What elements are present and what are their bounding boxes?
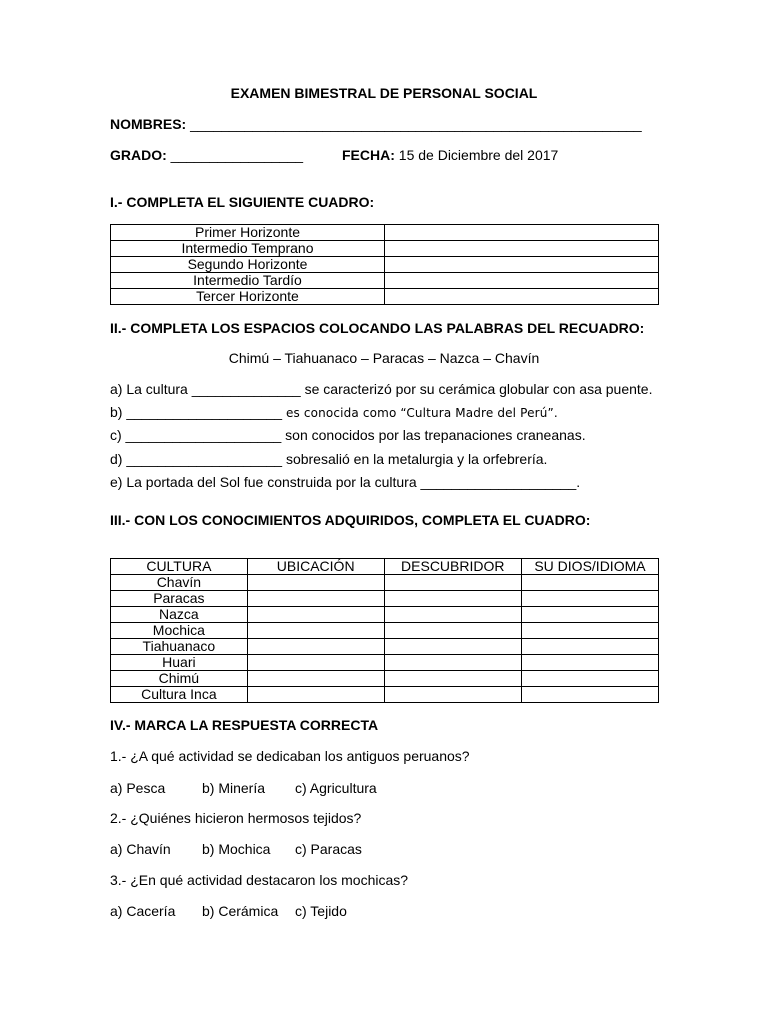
table-row bbox=[111, 241, 659, 257]
fecha-label: FECHA: bbox=[342, 147, 395, 163]
fill-item-e bbox=[110, 474, 580, 490]
fill-item-prefix: b) ____________________ bbox=[110, 404, 283, 420]
fill-item-prefix: d) ____________________ bbox=[110, 451, 283, 467]
cultura-cell: Mochica bbox=[111, 623, 248, 639]
fill-item-prefix: c) ____________________ bbox=[110, 427, 282, 443]
table-row bbox=[111, 607, 659, 623]
fill-item-rest: es conocida como “Cultura Madre del Perú”. bbox=[282, 406, 558, 420]
table-row bbox=[111, 257, 659, 273]
horizonte-cell: Primer Horizonte bbox=[111, 225, 385, 241]
nombres-blank: __________________________________________________________ bbox=[190, 116, 642, 132]
option-3b[interactable]: b) Cerámica bbox=[202, 903, 279, 919]
grado-blank: _________________ bbox=[170, 147, 304, 163]
horizonte-cell: Tercer Horizonte bbox=[111, 289, 385, 305]
fill-item-b bbox=[110, 404, 558, 421]
cultura-cell: Chavín bbox=[111, 575, 248, 591]
cultura-cell: Chimú bbox=[111, 671, 248, 687]
fecha-value: 15 de Diciembre del 2017 bbox=[398, 147, 559, 163]
question-3: 3.- ¿En qué actividad destacaron los mochicas? bbox=[110, 872, 409, 888]
table-header-row bbox=[111, 559, 659, 575]
answer-cell bbox=[247, 655, 384, 671]
option-1b[interactable]: b) Minería bbox=[202, 780, 266, 796]
answer-cell bbox=[385, 289, 659, 305]
answer-cell bbox=[247, 623, 384, 639]
table-row bbox=[111, 225, 659, 241]
column-header: UBICACIÓN bbox=[247, 559, 384, 575]
cultura-cell: Paracas bbox=[111, 591, 248, 607]
answer-cell bbox=[385, 257, 659, 273]
fill-item-a bbox=[110, 381, 652, 397]
answer-cell bbox=[384, 655, 521, 671]
fill-item-rest: sobresalió en la metalurgia y la orfebrería. bbox=[282, 451, 548, 467]
answer-cell bbox=[521, 591, 658, 607]
nombres-label: NOMBRES: bbox=[110, 116, 187, 132]
table-row bbox=[111, 289, 659, 305]
column-header: SU DIOS/IDIOMA bbox=[521, 559, 658, 575]
table-row bbox=[111, 639, 659, 655]
table-row bbox=[111, 687, 659, 703]
answer-cell bbox=[521, 639, 658, 655]
fill-item-rest: ____________________. bbox=[416, 474, 581, 490]
answer-cell bbox=[521, 655, 658, 671]
section2-heading: II.- COMPLETA LOS ESPACIOS COLOCANDO LAS PALABRAS DEL RECUADRO: bbox=[110, 320, 645, 336]
option-2b[interactable]: b) Mochica bbox=[202, 841, 271, 857]
table-row bbox=[111, 575, 659, 591]
answer-cell bbox=[384, 591, 521, 607]
option-3c[interactable]: c) Tejido bbox=[295, 903, 347, 919]
option-1a[interactable]: a) Pesca bbox=[110, 780, 166, 796]
column-header: CULTURA bbox=[111, 559, 248, 575]
question-1: 1.- ¿A qué actividad se dedicaban los antiguos peruanos? bbox=[110, 748, 470, 764]
answer-cell bbox=[247, 575, 384, 591]
fill-item-prefix: e) La portada del Sol fue construida por la cultura bbox=[110, 474, 417, 490]
answer-cell bbox=[247, 607, 384, 623]
word-bank: Chimú – Tiahuanaco – Paracas – Nazca – Chavín bbox=[228, 350, 540, 366]
horizonte-cell: Intermedio Temprano bbox=[111, 241, 385, 257]
answer-cell bbox=[385, 273, 659, 289]
answer-cell bbox=[384, 639, 521, 655]
table-row bbox=[111, 591, 659, 607]
cultura-cell: Huari bbox=[111, 655, 248, 671]
answer-cell bbox=[521, 687, 658, 703]
fill-item-rest: se caracterizó por su cerámica globular con asa puente. bbox=[300, 381, 653, 397]
answer-cell bbox=[384, 687, 521, 703]
answer-cell bbox=[247, 591, 384, 607]
section3-heading: III.- CON LOS CONOCIMIENTOS ADQUIRIDOS, COMPLETA EL CUADRO: bbox=[110, 512, 591, 528]
table-row bbox=[111, 655, 659, 671]
cultura-cell: Nazca bbox=[111, 607, 248, 623]
section4-heading: IV.- MARCA LA RESPUESTA CORRECTA bbox=[110, 717, 379, 733]
answer-cell bbox=[384, 607, 521, 623]
answer-cell bbox=[384, 575, 521, 591]
table-row bbox=[111, 273, 659, 289]
answer-cell bbox=[247, 687, 384, 703]
answer-cell bbox=[521, 623, 658, 639]
answer-cell bbox=[385, 225, 659, 241]
cultura-cell: Tiahuanaco bbox=[111, 639, 248, 655]
nombres-line bbox=[110, 116, 642, 132]
section1-heading: I.- COMPLETA EL SIGUIENTE CUADRO: bbox=[110, 194, 375, 210]
answer-cell bbox=[247, 671, 384, 687]
fill-item-c bbox=[110, 427, 586, 443]
grado-line bbox=[110, 147, 303, 163]
answer-cell bbox=[521, 671, 658, 687]
answer-cell bbox=[521, 607, 658, 623]
table-row bbox=[111, 671, 659, 687]
table-row bbox=[111, 623, 659, 639]
fill-item-d bbox=[110, 451, 547, 467]
grado-label: GRADO: bbox=[110, 147, 167, 163]
fill-item-rest: son conocidos por las trepanaciones craneanas. bbox=[281, 427, 586, 443]
exam-title: EXAMEN BIMESTRAL DE PERSONAL SOCIAL bbox=[230, 85, 538, 101]
fill-item-prefix: a) La cultura ______________ bbox=[110, 381, 301, 397]
option-3a[interactable]: a) Cacería bbox=[110, 903, 176, 919]
option-2c[interactable]: c) Paracas bbox=[295, 841, 362, 857]
cultura-cell: Cultura Inca bbox=[111, 687, 248, 703]
answer-cell bbox=[384, 623, 521, 639]
horizonte-cell: Segundo Horizonte bbox=[111, 257, 385, 273]
answer-cell bbox=[521, 575, 658, 591]
horizonte-cell: Intermedio Tardío bbox=[111, 273, 385, 289]
horizontes-table bbox=[110, 224, 659, 305]
fecha-line bbox=[342, 147, 558, 163]
culturas-table bbox=[110, 558, 659, 703]
question-2: 2.- ¿Quiénes hicieron hermosos tejidos? bbox=[110, 810, 362, 826]
option-1c[interactable]: c) Agricultura bbox=[295, 780, 377, 796]
answer-cell bbox=[385, 241, 659, 257]
column-header: DESCUBRIDOR bbox=[384, 559, 521, 575]
answer-cell bbox=[384, 671, 521, 687]
answer-cell bbox=[247, 639, 384, 655]
option-2a[interactable]: a) Chavín bbox=[110, 841, 171, 857]
